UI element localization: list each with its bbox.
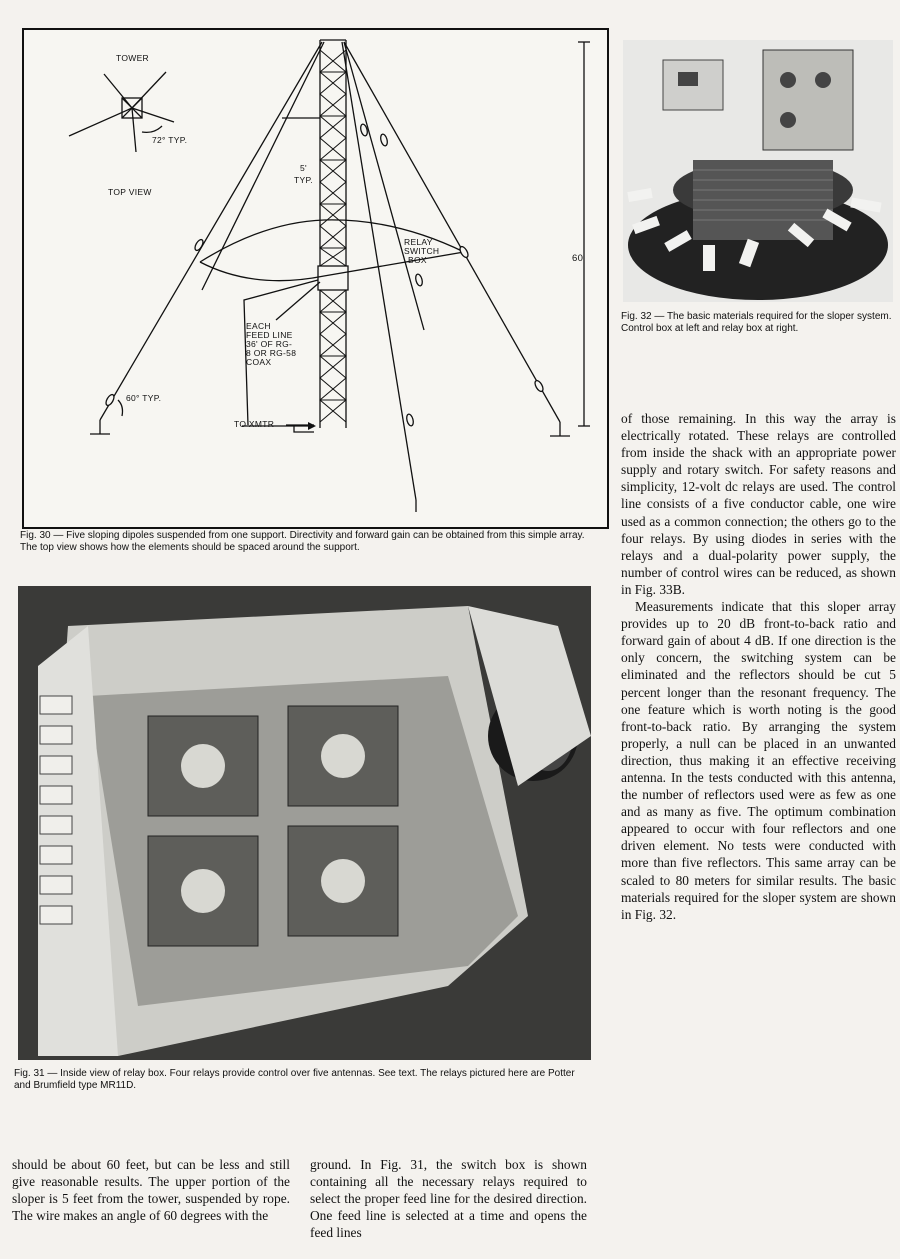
paragraph-rotation: of those remaining. In this way the array is electrically rotated. These relays are controlled from inside the shack with an appropriate power supply and rotary switch. For safety reasons and simplicity, 12-volt dc relays are used. The control line consists of a five conductor cable, one wire used as a common connection; the others go to the four relays. By using diodes in series with the relays and a dual-polarity power supply, the number of control wires can be reduced, as shown in Fig. 33B. xyxy=(621,411,896,597)
bottom-column-1: should be about 60 feet, but can be less and still give reasonable results. The upper portion of the sloper is 5 feet from the tower, suspended by rope. The wire makes an angle of 60 degrees with the xyxy=(12,1157,290,1224)
fig31-caption: Fig. 31 — Inside view of relay box. Four relays provide control over five antennas. See text. The relays pictured here are Potter and Brumfield type MR11D. xyxy=(14,1068,575,1091)
spacing-typ-label: TYP. xyxy=(294,175,313,185)
relay-box-label-2: SWITCH xyxy=(404,246,440,256)
relay-box-interior-image xyxy=(18,586,591,1060)
paragraph-measurements: Measurements indicate that this sloper array provides up to 20 dB front-to-back ratio and forward gain of about 4 dB. If one direction is the only concern, the switching system can be eliminated and the reflectors should be cut 5 percent longer than the resonant frequency. The one feature which is worth noting is the good front-to-back ratio. By arranging the system properly, a null can be placed in an unwanted direction, thus making it an effective receiving antenna. In the tests conducted with this antenna, the number of reflectors used were as few as one and as many as five. The optimum combination appeared to occur with four reflectors and one driven element. No tests were conducted with more than five reflectors. This same array can be scaled to 80 meters for similar results. The basic materials required for the sloper system are shown in Fig. 32. xyxy=(621,599,896,922)
fig30-diagram xyxy=(22,28,609,529)
to-xmtr-label: TO XMTR xyxy=(234,419,275,429)
fig32-caption: Fig. 32 — The basic materials required for the sloper system. Control box at left and relay box at right. xyxy=(621,311,892,334)
right-column-text xyxy=(621,410,896,923)
angle-72-label: 72° TYP. xyxy=(152,135,188,145)
feed-line-label-1: EACH xyxy=(246,321,271,331)
fig32-photo xyxy=(623,40,893,302)
height-label: 60' xyxy=(572,253,586,264)
spacing-label: 5' xyxy=(300,163,307,173)
feed-line-label-2: FEED LINE xyxy=(246,330,293,340)
fig30-caption: Fig. 30 — Five sloping dipoles suspended from one support. Directivity and forward gain can be obtained from this simple array. The top view shows how the elements should be spaced around the support. xyxy=(20,530,585,553)
angle-60-label: 60° TYP. xyxy=(126,393,162,403)
relay-box-label-1: RELAY xyxy=(404,237,433,247)
feed-line-label-3: 36' OF RG- xyxy=(246,339,293,349)
top-view-label: TOP VIEW xyxy=(108,187,152,197)
relay-switch-box xyxy=(318,266,348,290)
relay-box-label-3: BOX xyxy=(408,255,427,265)
feed-line-label-4: 8 OR RG-58 xyxy=(246,348,297,358)
tower-label: TOWER xyxy=(116,53,149,63)
feed-line-label-5: COAX xyxy=(246,357,272,367)
coil-and-boxes-image xyxy=(623,40,893,302)
sloper-array-drawing xyxy=(24,30,607,527)
fig31-photo xyxy=(18,586,591,1060)
bottom-column-2: ground. In Fig. 31, the switch box is shown containing all the necessary relays required to select the proper feed line for the desired direction. One feed line is selected at a time and opens the feed lines xyxy=(310,1157,587,1241)
